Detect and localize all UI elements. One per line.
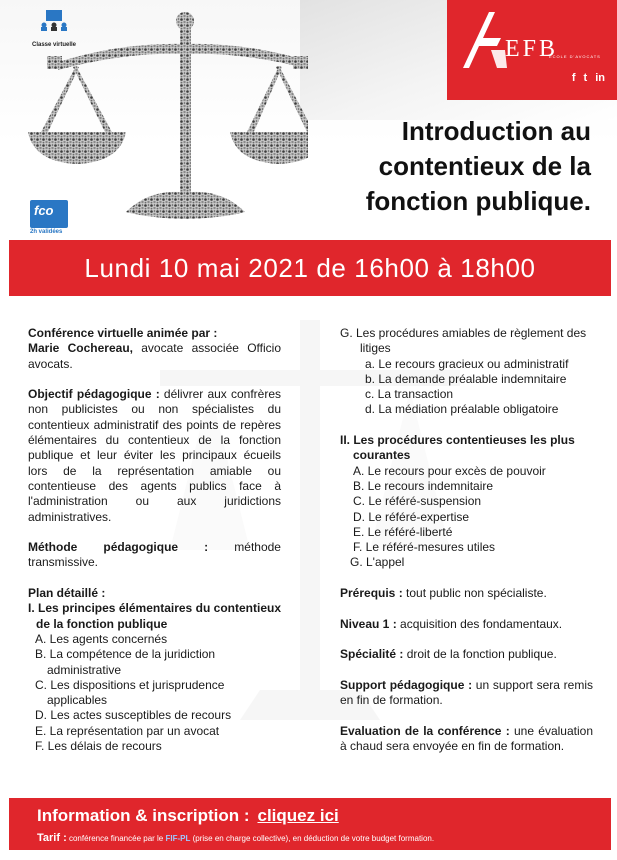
- s2-item: F. Le référé-mesures utiles: [353, 540, 496, 555]
- plan-label: Plan détaillé :: [28, 586, 106, 601]
- objectif-label: Objectif pédagogique :: [28, 387, 160, 402]
- g-item: d. La médiation préalable obligatoire: [365, 402, 559, 417]
- plan-item: F. Les délais de recours: [35, 739, 162, 754]
- aefb-logo-subtitle: ÉCOLE D'AVOCATS: [549, 54, 601, 59]
- section-g-heading: G. Les procédures amiables de règlement des litiges: [340, 326, 587, 356]
- right-column: [340, 326, 593, 754]
- methode-label: Méthode pédagogique :: [28, 540, 209, 555]
- methode-paragraph: [28, 540, 281, 571]
- aefb-logo-name: EFB: [505, 36, 559, 62]
- s2-item: B. Le recours indemnitaire: [353, 478, 494, 493]
- footer-banner: [9, 798, 611, 850]
- speaker-name: Marie Cochereau,: [28, 341, 133, 356]
- g-item: c. La transaction: [365, 387, 454, 402]
- page-title: [331, 114, 591, 219]
- s2-item: E. Le référé-liberté: [353, 524, 453, 539]
- conference-label: Conférence virtuelle animée par :: [28, 326, 218, 340]
- information-line: [37, 806, 339, 826]
- facebook-icon[interactable]: f: [571, 72, 576, 84]
- fco-hours-label: 2h validées: [30, 229, 63, 235]
- classroom-icon: [40, 9, 68, 31]
- specialite-text: droit de la fonction publique.: [403, 647, 557, 662]
- plan-item: B. La compétence de la juridiction administrative: [35, 647, 216, 677]
- methode-text: méthode transmissive.: [28, 540, 281, 570]
- fco-badge: [30, 200, 68, 235]
- plan-item: E. La représentation par un avocat: [35, 723, 220, 738]
- aefb-a-mark-icon: [461, 10, 509, 70]
- date-banner: Lundi 10 mai 2021 de 16h00 à 18h00: [9, 240, 611, 296]
- support-label: Support pédagogique :: [340, 677, 473, 692]
- section-1-heading: I. Les principes élémentaires du contentieux de la fonction publique: [28, 601, 281, 631]
- tarif-text-post: (prise en charge collective), en déduction de votre budget formation.: [190, 834, 435, 843]
- title-line: contentieux de la: [378, 151, 591, 181]
- social-links: [572, 72, 605, 84]
- objectif-text: délivrer aux confrères non publicistes ou non spécialistes du contentieux administratif des points de repères élémentaires du contentieux de la fonction publique et leur éviter les principaux écueils lors de la représentation amiable ou contentieuse des agents publics face à l'administration ou aux juridictions administratives.: [28, 387, 281, 524]
- s2-item: D. Le référé-expertise: [353, 509, 470, 524]
- g-item: b. La demande préalable indemnitaire: [365, 371, 567, 386]
- aefb-logo: [447, 0, 617, 100]
- twitter-icon[interactable]: t: [583, 72, 588, 84]
- tarif-text-pre: conférence financée par le: [66, 834, 166, 843]
- title-line: Introduction au: [401, 116, 591, 146]
- s2-item-appel: G. L'appel: [350, 555, 405, 570]
- fif-pl-label: FIF-PL: [165, 834, 191, 843]
- classe-virtuelle-badge: [24, 9, 84, 51]
- prerequis-label: Prérequis :: [340, 586, 403, 601]
- section-2-heading: II. Les procédures contentieuses les plus courantes: [340, 433, 575, 463]
- plan-item: D. Les actes susceptibles de recours: [35, 708, 232, 723]
- tarif-line: [37, 832, 434, 844]
- left-column: [28, 326, 281, 754]
- niveau-label: Niveau 1 :: [340, 616, 397, 631]
- speaker-text: [28, 341, 281, 372]
- hero-area: [0, 0, 617, 238]
- linkedin-icon[interactable]: in: [595, 72, 605, 84]
- tarif-label: Tarif :: [37, 832, 67, 844]
- s2-item: A. Le recours pour excès de pouvoir: [353, 463, 546, 478]
- niveau-line: [340, 617, 593, 632]
- niveau-text: acquisition des fondamentaux.: [396, 616, 563, 631]
- g-item: a. Le recours gracieux ou administratif: [365, 356, 569, 371]
- title-line: fonction publique.: [365, 186, 591, 216]
- classe-virtuelle-label: Classe virtuelle: [31, 42, 77, 48]
- speaker-role: avocate associée Officio avocats.: [28, 341, 281, 371]
- information-label: Information & inscription :: [37, 806, 250, 825]
- specialite-line: [340, 647, 593, 662]
- plan-item: A. Les agents concernés: [35, 631, 168, 646]
- evaluation-text: une évaluation à chaud sera envoyée en fin de formation.: [340, 723, 593, 754]
- support-paragraph: [340, 678, 593, 709]
- evaluation-label: Evaluation de la conférence :: [340, 723, 510, 738]
- prerequis-line: [340, 586, 593, 601]
- prerequis-text: tout public non spécialiste.: [402, 586, 547, 601]
- s2-item: C. Le référé-suspension: [353, 494, 482, 509]
- evaluation-paragraph: [340, 724, 593, 755]
- plan-item: C. Les dispositions et jurisprudence applicables: [35, 677, 225, 708]
- objectif-paragraph: [28, 387, 281, 525]
- fco-logo: fco: [30, 200, 68, 228]
- specialite-label: Spécialité :: [340, 647, 404, 662]
- register-link[interactable]: cliquez ici: [257, 806, 339, 825]
- support-text: un support sera remis en fin de formation.: [340, 677, 593, 708]
